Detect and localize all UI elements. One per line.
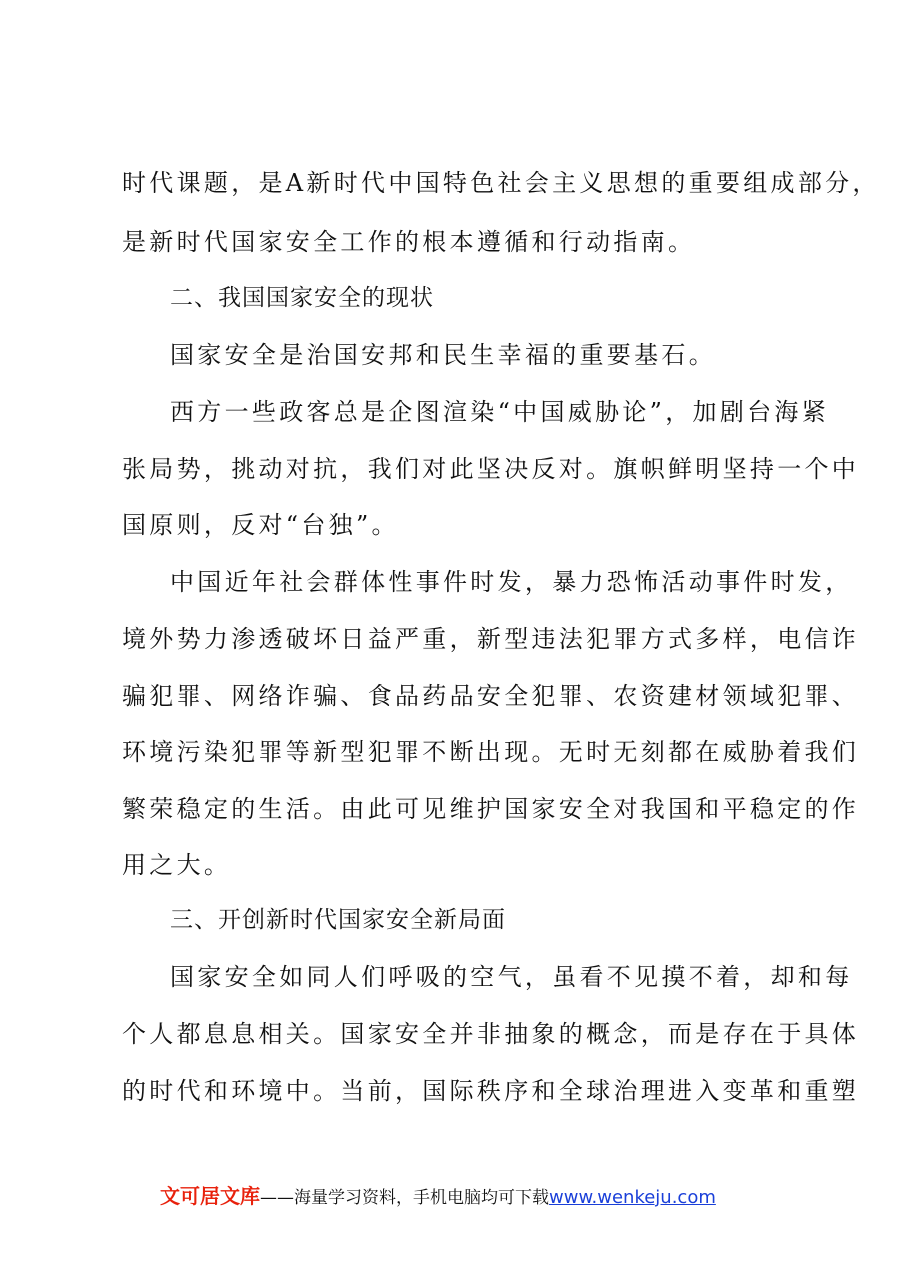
body-line: 环境污染犯罪等新型犯罪不断出现。无时无刻都在威胁着我们 [122, 738, 860, 766]
body-line: 用之大。 [122, 851, 232, 879]
body-line: 骗犯罪、网络诈骗、食品药品安全犯罪、农资建材领域犯罪、 [122, 682, 860, 710]
body-line: 境外势力渗透破坏日益严重，新型违法犯罪方式多样，电信诈 [122, 625, 860, 653]
body-line: 张局势，挑动对抗，我们对此坚决反对。旗帜鲜明坚持一个中 [122, 455, 860, 483]
section-heading-2: 二、我国国家安全的现状 [170, 285, 434, 311]
body-line: 繁荣稳定的生活。由此可见维护国家安全对我国和平稳定的作 [122, 795, 860, 823]
website-link[interactable]: www.wenkeju.com [549, 1187, 716, 1208]
body-line: 的时代和环境中。当前，国际秩序和全球治理进入变革和重塑 [122, 1077, 860, 1105]
section-heading-3: 三、开创新时代国家安全新局面 [170, 907, 506, 933]
brand-name: 文可居文库 [160, 1184, 260, 1208]
body-line: 国家安全如同人们呼吸的空气，虽看不见摸不着，却和每 [170, 963, 853, 991]
footer-tagline: ——海量学习资料，手机电脑均可下载 [260, 1188, 549, 1208]
body-line: 是新时代国家安全工作的根本遵循和行动指南。 [122, 228, 696, 256]
body-line: 时代课题，是A新时代中国特色社会主义思想的重要组成部分， [122, 169, 880, 197]
body-line: 国原则，反对“台独”。 [122, 511, 399, 539]
body-line: 个人都息息相关。国家安全并非抽象的概念，而是存在于具体 [122, 1020, 860, 1048]
footer-banner [160, 1184, 716, 1210]
body-line: 国家安全是治国安邦和民生幸福的重要基石。 [170, 341, 716, 369]
body-line: 中国近年社会群体性事件时发，暴力恐怖活动事件时发， [170, 568, 853, 596]
body-line: 西方一些政客总是企图渲染“中国威胁论”，加剧台海紧 [170, 398, 830, 426]
